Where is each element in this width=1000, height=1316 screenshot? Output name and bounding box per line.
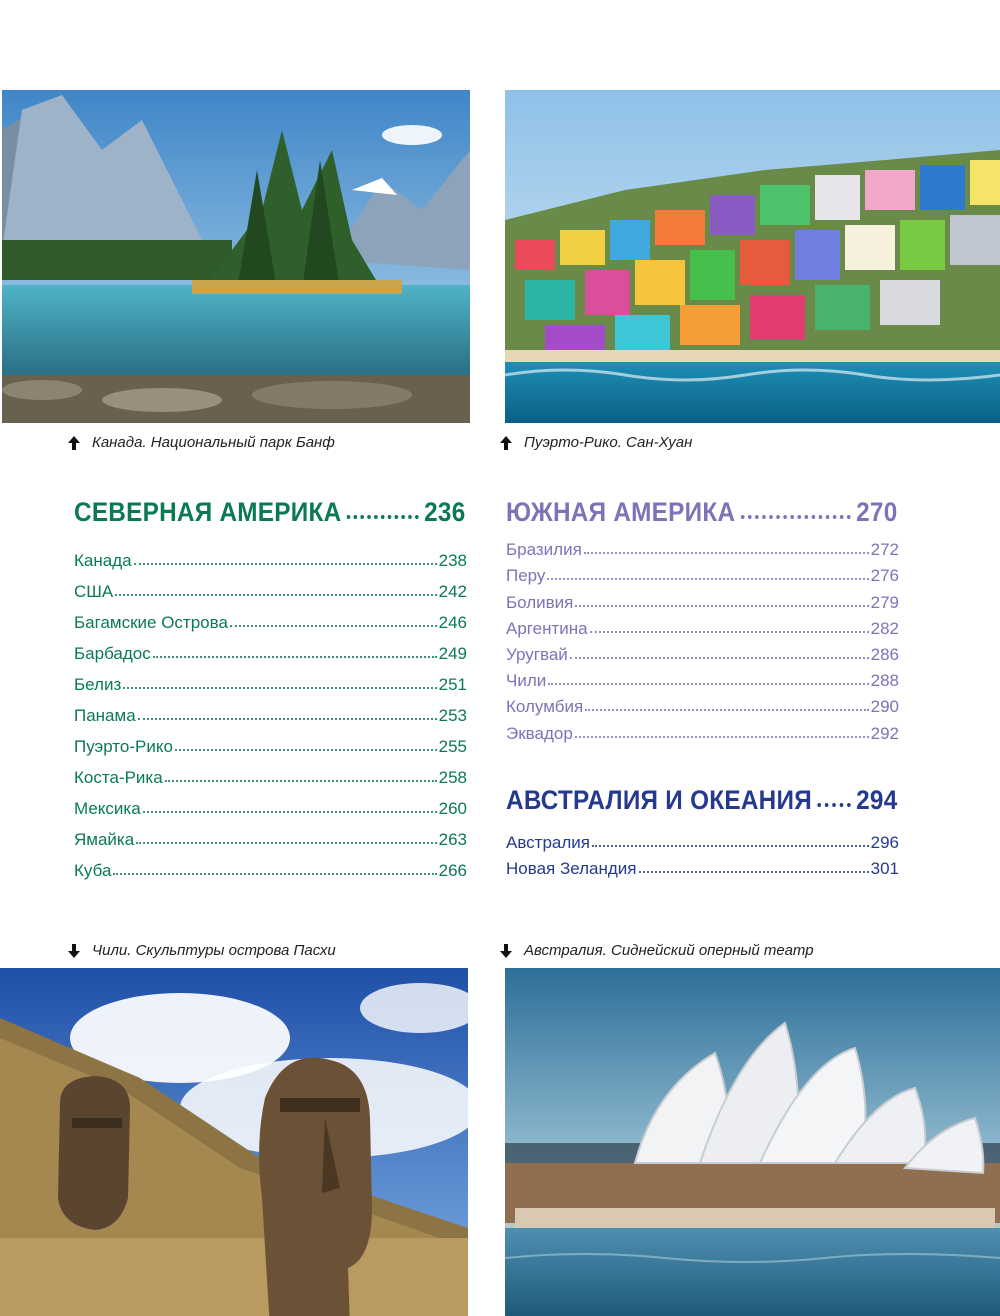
toc-entry-label: Багамские Острова xyxy=(74,613,228,632)
toc-entry[interactable] xyxy=(74,757,467,788)
toc-entry-page: 246 xyxy=(438,613,467,632)
toc-entry-page: 238 xyxy=(438,551,467,570)
toc-entry-label: Колумбия xyxy=(506,697,584,717)
leader-dots xyxy=(584,552,869,554)
toc-entry-label: Перу xyxy=(506,566,546,586)
leader-dots xyxy=(136,842,436,844)
toc-entry[interactable] xyxy=(74,571,467,602)
toc-entry[interactable] xyxy=(506,639,899,665)
leader-dots xyxy=(639,871,869,873)
leader-dots xyxy=(138,718,437,720)
title-leader-dots xyxy=(347,515,419,519)
toc-entry-page: 276 xyxy=(870,566,899,586)
caption-puerto-rico xyxy=(498,434,692,451)
leader-dots xyxy=(175,749,437,751)
leader-dots xyxy=(113,873,436,875)
toc-entry-page: 263 xyxy=(438,830,467,849)
caption-canada-text: Канада. Национальный парк Банф xyxy=(92,434,335,451)
toc-entry-page: 292 xyxy=(870,723,899,743)
section-title-north-america[interactable] xyxy=(74,492,466,528)
toc-entry-label: Эквадор xyxy=(506,723,573,743)
leader-dots xyxy=(590,631,869,633)
toc-entry-label: Панама xyxy=(74,706,136,725)
photo-sydney-opera-house xyxy=(505,968,1000,1316)
toc-entry-label: Бразилия xyxy=(506,540,582,560)
section-title-text: ЮЖНАЯ АМЕРИКА xyxy=(506,497,736,527)
leader-dots xyxy=(585,709,868,711)
title-leader-dots xyxy=(741,515,851,519)
toc-entry[interactable] xyxy=(506,586,899,612)
arrow-up-icon xyxy=(498,435,514,451)
toc-entry[interactable] xyxy=(74,633,467,664)
leader-dots xyxy=(575,736,869,738)
section-south-america xyxy=(506,492,899,744)
toc-entry-label: Ямайка xyxy=(74,830,135,849)
leader-dots xyxy=(547,578,868,580)
title-leader-dots xyxy=(817,803,850,807)
leader-dots xyxy=(165,780,437,782)
toc-entry-page: 249 xyxy=(438,644,467,663)
toc-entry[interactable] xyxy=(74,726,467,757)
toc-list-australia-oceania xyxy=(506,826,899,879)
section-title-south-america[interactable] xyxy=(506,492,898,528)
toc-entry-page: 258 xyxy=(438,768,467,787)
toc-entry-label: Чили xyxy=(506,671,547,691)
toc-entry-page: 260 xyxy=(438,799,467,818)
toc-entry-label: Белиз xyxy=(74,675,122,694)
leader-dots xyxy=(548,683,868,685)
photo-puerto-rico-san-juan xyxy=(505,90,1000,423)
toc-entry[interactable] xyxy=(506,534,899,560)
leader-dots xyxy=(153,656,437,658)
toc-entry-page: 255 xyxy=(438,737,467,756)
toc-entry[interactable] xyxy=(74,664,467,695)
toc-entry-label: Куба xyxy=(74,861,112,880)
caption-puerto-rico-text: Пуэрто-Рико. Сан-Хуан xyxy=(524,434,693,451)
section-page-number: 294 xyxy=(856,785,898,815)
toc-entry-label: Канада xyxy=(74,551,132,570)
section-north-america xyxy=(74,492,467,881)
toc-entry-label: Коста-Рика xyxy=(74,768,163,787)
toc-entry[interactable] xyxy=(506,560,899,586)
leader-dots xyxy=(143,811,437,813)
toc-entry-label: Уругвай xyxy=(506,644,568,664)
section-page-number: 236 xyxy=(424,497,466,527)
toc-list-south-america xyxy=(506,534,899,744)
caption-easter-island-text: Чили. Скульптуры острова Пасхи xyxy=(92,942,336,959)
leader-dots xyxy=(575,605,868,607)
section-title-australia-oceania[interactable] xyxy=(506,780,898,816)
toc-entry-label: США xyxy=(74,582,114,601)
toc-entry[interactable] xyxy=(506,613,899,639)
leader-dots xyxy=(592,845,869,847)
photo-canada-banff xyxy=(2,90,470,423)
toc-entry-page: 296 xyxy=(870,832,899,852)
toc-entry-label: Австралия xyxy=(506,832,590,852)
toc-list-north-america xyxy=(74,540,467,881)
toc-entry-page: 266 xyxy=(438,861,467,880)
toc-entry[interactable] xyxy=(506,853,899,880)
toc-entry-page: 301 xyxy=(870,859,899,878)
leader-dots xyxy=(123,687,436,689)
toc-entry-page: 279 xyxy=(870,592,899,612)
toc-entry[interactable] xyxy=(74,850,467,881)
section-page-number: 270 xyxy=(856,497,898,527)
toc-entry[interactable] xyxy=(74,695,467,726)
toc-entry-page: 286 xyxy=(870,644,899,664)
toc-entry-page: 290 xyxy=(870,697,899,717)
toc-entry[interactable] xyxy=(74,819,467,850)
toc-entry[interactable] xyxy=(74,540,467,571)
toc-entry[interactable] xyxy=(506,691,899,717)
arrow-down-icon xyxy=(498,943,514,959)
toc-entry[interactable] xyxy=(74,602,467,633)
photo-easter-island-moai xyxy=(0,968,468,1316)
toc-entry-label: Мексика xyxy=(74,799,141,818)
toc-entry-label: Пуэрто-Рико xyxy=(74,737,173,756)
leader-dots xyxy=(115,594,436,596)
toc-entry[interactable] xyxy=(506,826,899,853)
toc-entry[interactable] xyxy=(506,717,899,743)
leader-dots xyxy=(570,657,869,659)
toc-entry[interactable] xyxy=(506,665,899,691)
toc-entry-page: 282 xyxy=(870,618,899,638)
toc-entry-label: Барбадос xyxy=(74,644,151,663)
section-title-text: АВСТРАЛИЯ И ОКЕАНИЯ xyxy=(506,785,812,815)
caption-sydney xyxy=(498,942,814,959)
leader-dots xyxy=(230,625,437,627)
toc-entry-page: 272 xyxy=(870,540,899,560)
caption-sydney-text: Австралия. Сиднейский оперный театр xyxy=(524,942,814,959)
section-australia-oceania xyxy=(506,780,899,879)
toc-entry-page: 288 xyxy=(870,671,899,691)
arrow-up-icon xyxy=(66,435,82,451)
toc-entry-page: 251 xyxy=(438,675,467,694)
toc-entry-page: 242 xyxy=(438,582,467,601)
caption-easter-island xyxy=(66,942,336,959)
section-title-text: СЕВЕРНАЯ АМЕРИКА xyxy=(74,497,342,527)
leader-dots xyxy=(134,563,437,565)
arrow-down-icon xyxy=(66,943,82,959)
toc-entry[interactable] xyxy=(74,788,467,819)
toc-entry-label: Новая Зеландия xyxy=(506,859,637,878)
caption-canada xyxy=(66,434,335,451)
toc-entry-label: Аргентина xyxy=(506,618,588,638)
toc-entry-page: 253 xyxy=(438,706,467,725)
toc-entry-label: Боливия xyxy=(506,592,574,612)
